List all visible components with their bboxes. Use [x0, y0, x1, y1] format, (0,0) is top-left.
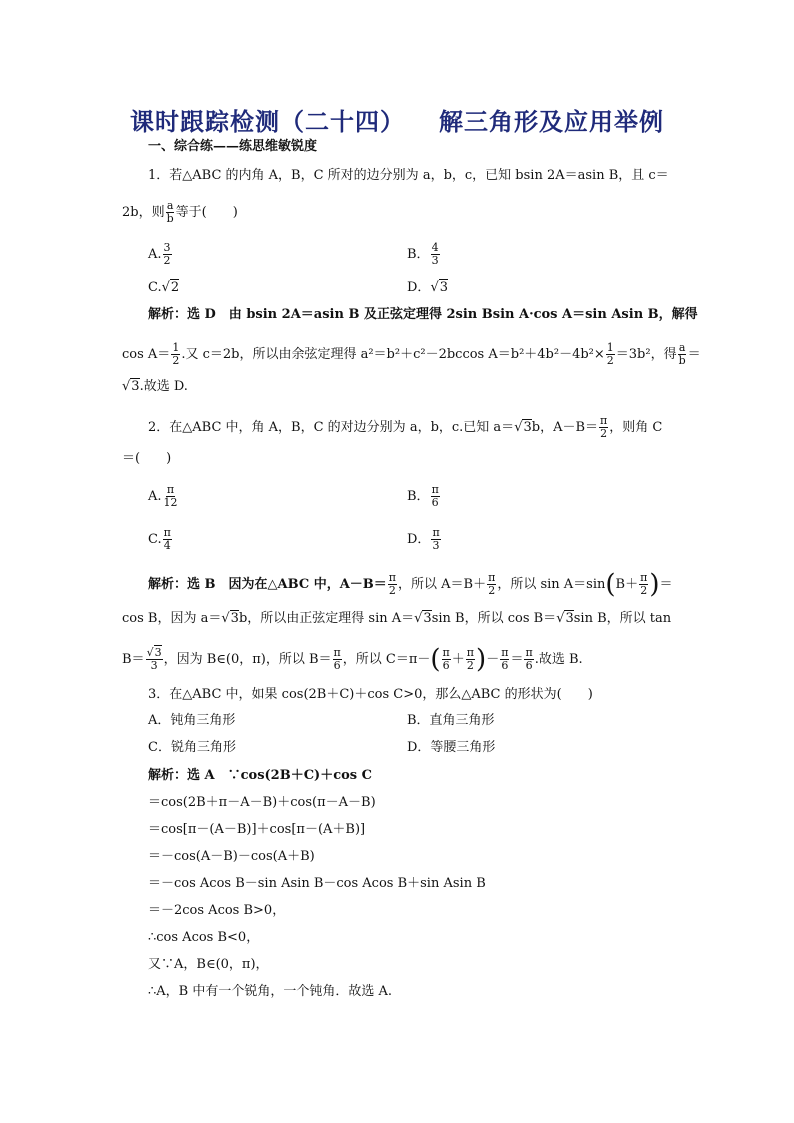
- q3-solution-line5: ＝－cos Acos B－sin Asin B－cos Acos B＋sin Asin B: [148, 876, 486, 891]
- q3-stem: 3．在△ABC 中，如果 cos(2B＋C)＋cos C>0，那么△ABC 的形状为( ): [148, 687, 593, 702]
- q1-option-a[interactable]: A. $\frac{3}{2}$: [148, 241, 171, 267]
- page-title: [0, 102, 794, 137]
- q2-option-b[interactable]: B． $\frac{\pi}{6}$: [407, 483, 439, 509]
- q1-solution-line2: cos A＝ $\frac{1}{2}$ .又 c＝2b，所以由余弦定理得 a²＝b²＋c²－2bccos A＝b²＋4b²－4b²× $\frac{1}{2}$ ＝3b²，得 $\frac{a}{b}$ ＝: [122, 341, 701, 367]
- q2-solution-line2: cos B，因为 a＝√3b，所以由正弦定理得 sin A＝√3sin B，所以 cos B＝√3sin B，所以 tan: [122, 611, 672, 626]
- q1-option-b[interactable]: B． $\frac{4}{3}$: [407, 241, 439, 267]
- q3-solution-line7: ∴cos Acos B<0，: [148, 930, 260, 945]
- q3-solution-line8: 又∵A，B∈(0，π)，: [148, 957, 269, 972]
- section-heading: 一、综合练——练思维敏锐度: [148, 139, 318, 154]
- q2-option-a[interactable]: A. $\frac{\pi}{12}$: [148, 483, 178, 509]
- q3-option-a[interactable]: A．钝角三角形: [148, 713, 236, 728]
- q3-option-b[interactable]: B．直角三角形: [407, 713, 495, 728]
- title-right: 解三角形及应用举例: [439, 107, 664, 136]
- q2-stem-line2: ＝( ): [122, 451, 172, 466]
- q3-option-d[interactable]: D．等腰三角形: [407, 740, 496, 755]
- q2-option-d[interactable]: D． $\frac{\pi}{3}$: [407, 526, 440, 552]
- q3-solution-line4: ＝－cos(A－B)－cos(A＋B): [148, 849, 315, 864]
- q1-option-c[interactable]: C.√2: [148, 280, 180, 295]
- q1-stem-line2: 2b，则 $\frac{a}{b}$ 等于( ): [122, 199, 238, 225]
- title-left: 课时跟踪检测（二十四）: [130, 107, 405, 136]
- q3-solution-line9: ∴A，B 中有一个锐角，一个钝角．故选 A.: [148, 984, 392, 999]
- q2-option-c[interactable]: C. $\frac{\pi}{4}$: [148, 526, 171, 552]
- q2-stem-line1: 2．在△ABC 中，角 A，B，C 的对边分别为 a，b，c.已知 a＝√3b，A－B＝ $\frac{\pi}{2}$ ，则角 C: [148, 414, 663, 440]
- q1-stem-line1: 1．若△ABC 的内角 A，B，C 所对的边分别为 a，b，c，已知 bsin 2A＝asin B，且 c＝: [148, 168, 669, 183]
- q1-fraction-a-over-b: $\frac{a}{b}$: [166, 199, 174, 225]
- q1-solution-line1: 解析：选 D 由 bsin 2A＝asin B 及正弦定理得 2sin Bsin A·cos A＝sin Asin B，解得: [148, 307, 698, 322]
- q3-solution-line1: 解析：选 A ∵cos(2B＋C)＋cos C: [148, 768, 372, 783]
- q3-solution-line2: ＝cos(2B＋π－A－B)＋cos(π－A－B): [148, 795, 376, 810]
- q3-option-c[interactable]: C．锐角三角形: [148, 740, 236, 755]
- q3-solution-line6: ＝－2cos Acos B>0，: [148, 903, 286, 918]
- q2-solution-line3: B＝ $\frac{√3}{3}$ ，因为 B∈(0，π)，所以 B＝ $\frac{\pi}{6}$ ，所以 C＝π－( $\frac{\pi}{6}$ ＋ $\frac{\pi}{2}$ )－ $\frac{\pi}{6}$ ＝ $\frac{\pi}{6}$ .故选 B.: [122, 644, 583, 675]
- q3-solution-line3: ＝cos[π－(A－B)]＋cos[π－(A＋B)]: [148, 822, 366, 837]
- q1-option-d[interactable]: D．√3: [407, 280, 449, 295]
- q1-solution-line3: √3.故选 D.: [122, 379, 188, 394]
- q2-solution-line1: 解析：选 B 因为在△ABC 中，A－B＝ $\frac{\pi}{2}$ ，所以 A＝B＋ $\frac{\pi}{2}$ ，所以 sin A＝sin(B＋ $\frac{\pi}{2}$ )＝: [148, 569, 673, 600]
